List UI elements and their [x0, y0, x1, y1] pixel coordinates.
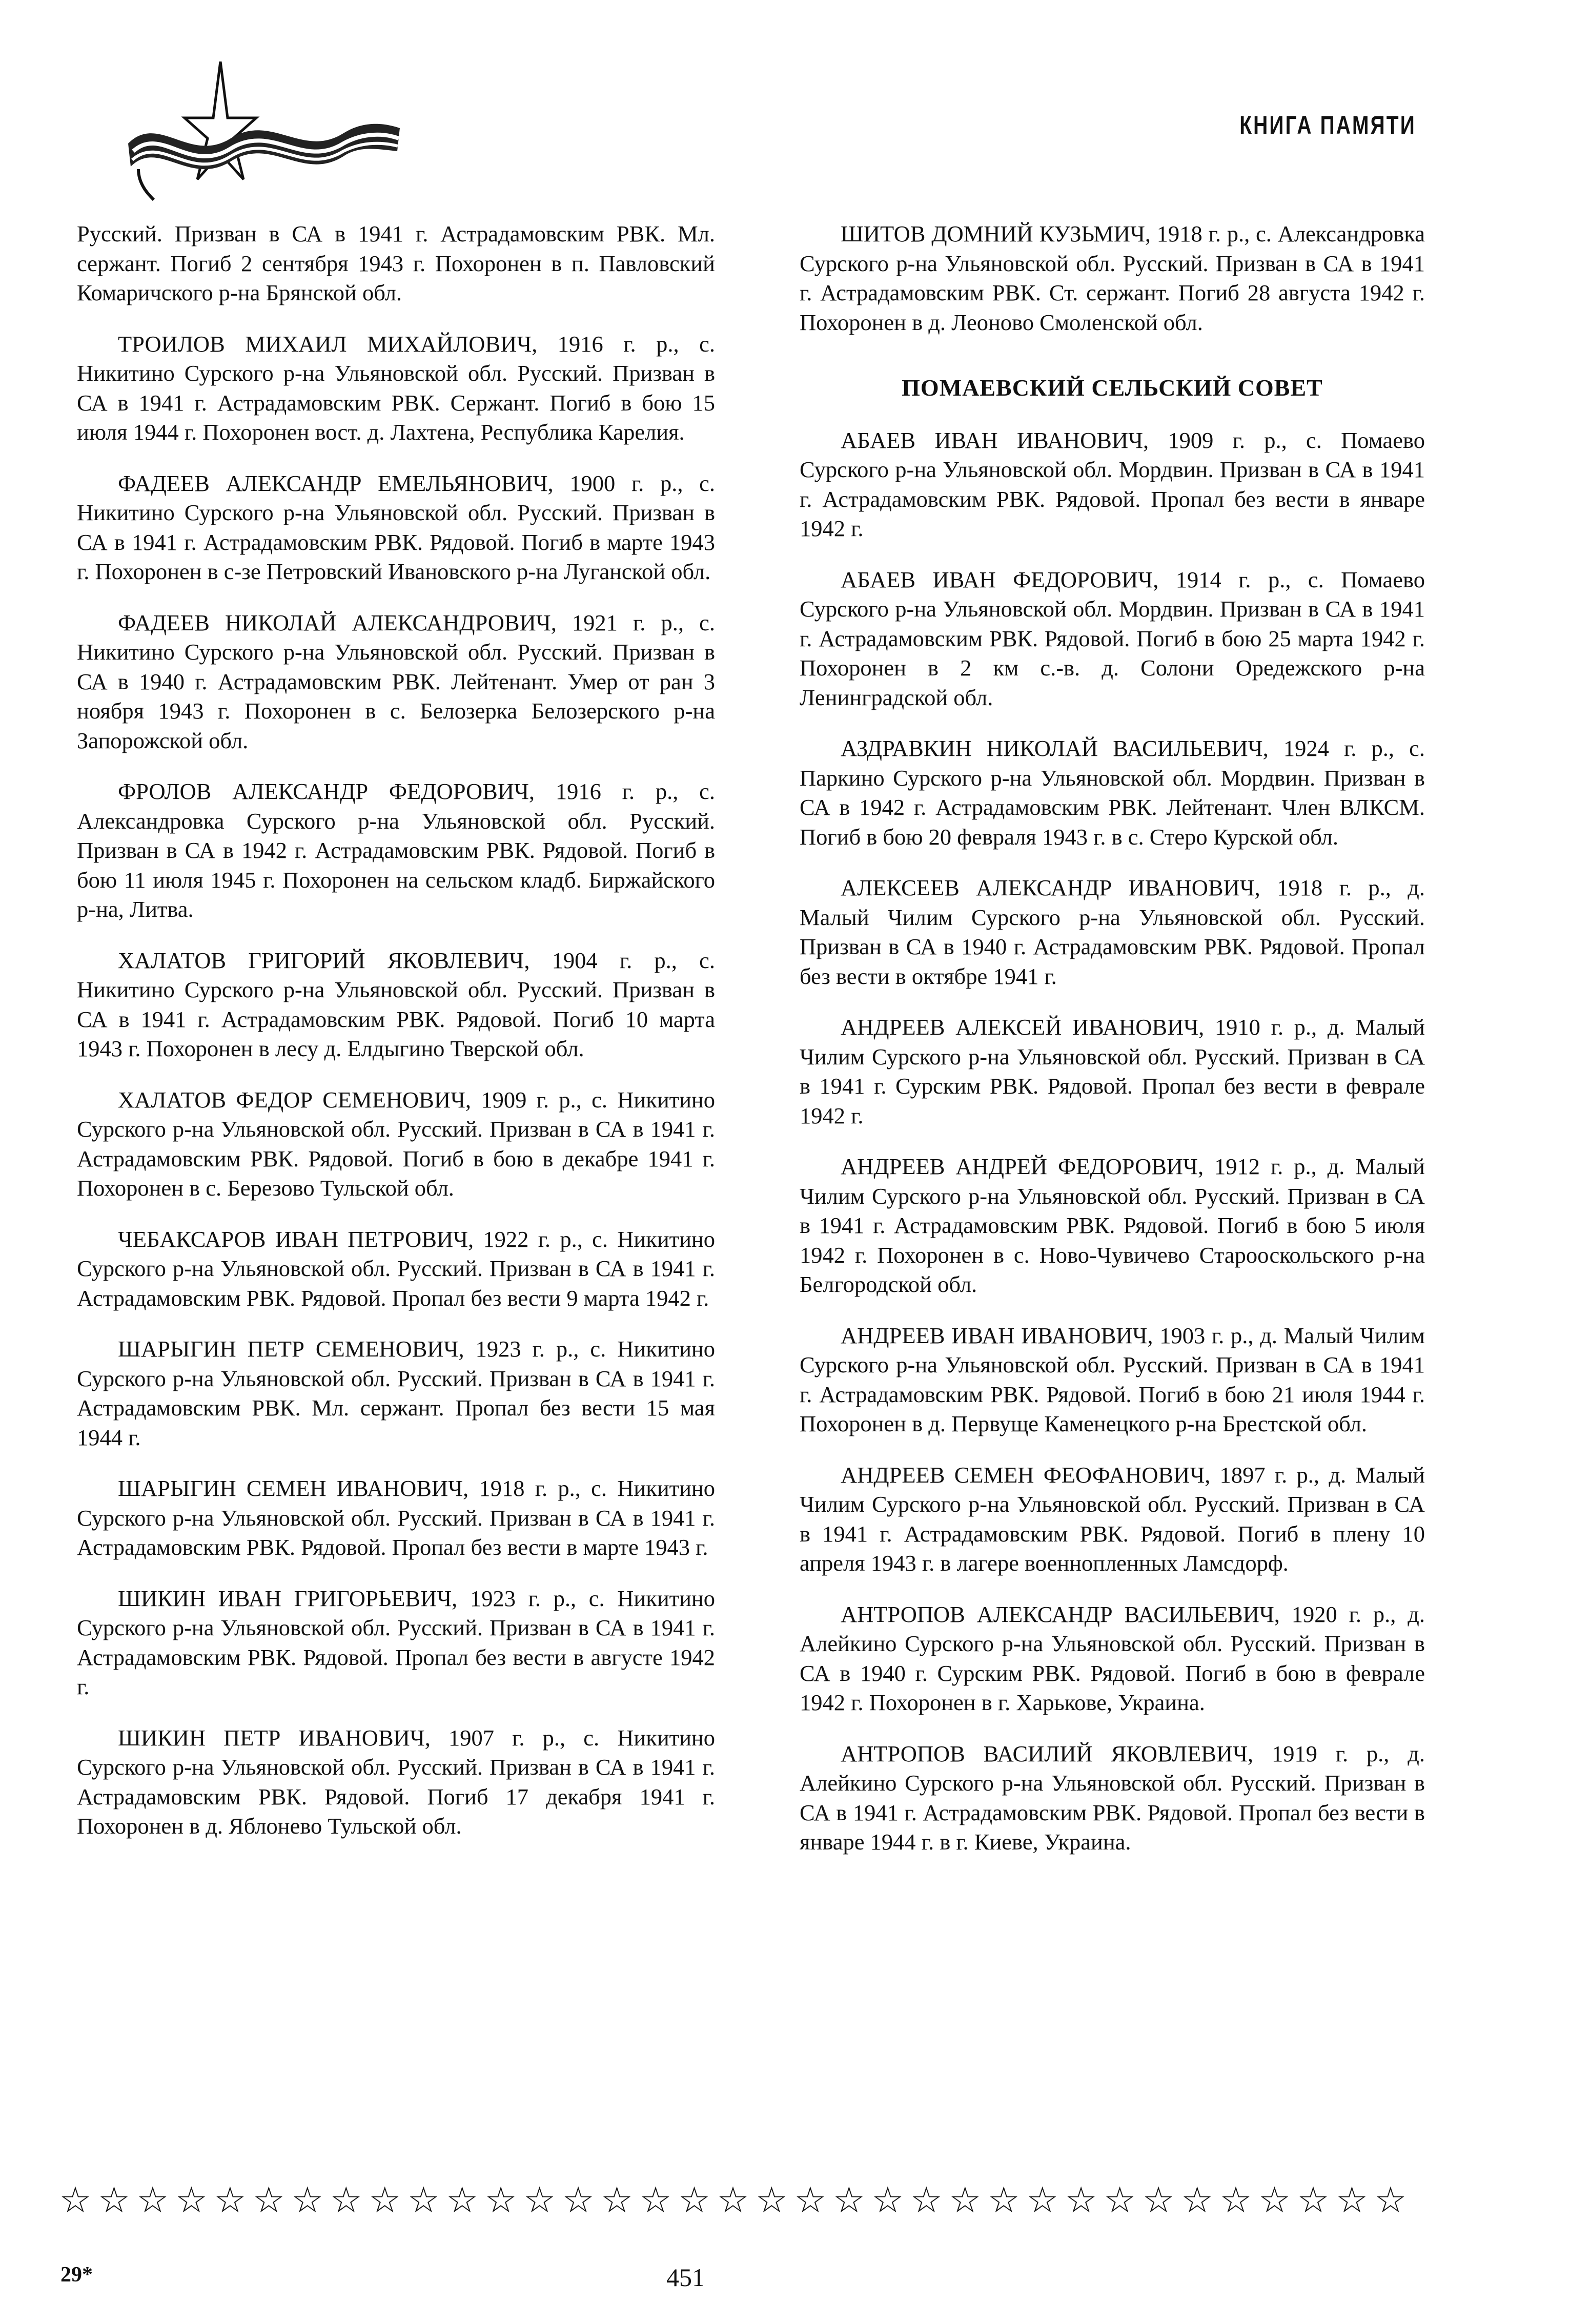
- memorial-entry: [800, 1013, 1425, 1130]
- entry-details: , 1909 г. р., с. Помаево Сурского р-на Ульяновской обл. Мордвин. Призван в СА в 1941 г. Астрадамовским РВК. Рядовой. Пропал без вести в январе 1942 г.: [800, 427, 1425, 541]
- star-icon: ☆: [871, 2181, 904, 2220]
- memorial-entry: [77, 1225, 715, 1313]
- left-column: [77, 219, 715, 1863]
- stars-divider: [59, 2183, 1407, 2219]
- entry-name: ФАДЕЕВ АЛЕКСАНДР ЕМЕЛЬЯНОВИЧ: [118, 470, 548, 496]
- entry-name: АБАЕВ ИВАН ИВАНОВИЧ: [841, 427, 1144, 453]
- entry-name: АНДРЕЕВ АНДРЕЙ ФЕДОРОВИЧ: [841, 1154, 1198, 1179]
- entry-details: , 1920 г. р., д. Алейкино Сурского р-на Ульяновской обл. Русский. Призван в СА в 1940 г. Сурским РВК. Рядовой. Погиб в бою в феврале 1942 г. Похоронен в г. Харькове, Украина.: [800, 1601, 1425, 1715]
- star-icon: ☆: [1065, 2181, 1097, 2220]
- star-icon: ☆: [1142, 2181, 1175, 2220]
- entry-name: АНТРОПОВ АЛЕКСАНДР ВАСИЛЬЕВИЧ: [841, 1601, 1274, 1627]
- star-icon: ☆: [717, 2181, 749, 2220]
- star-icon: ☆: [987, 2181, 1020, 2220]
- entry-name: АЗДРАВКИН НИКОЛАЙ ВАСИЛЬЕВИЧ: [841, 735, 1263, 761]
- entry-details: , 1909 г. р., с. Никитино Сурского р-на Ульяновской обл. Русский. Призван в СА в 1941 г. Астрадамовским РВК. Рядовой. Погиб в бою в декабре 1941 г. Похоронен в с. Березово Тульской обл.: [77, 1086, 715, 1201]
- memorial-entry: [77, 1085, 715, 1203]
- entry-name: ХАЛАТОВ ФЕДОР СЕМЕНОВИЧ: [118, 1086, 465, 1113]
- entry-name: ЧЕБАКСАРОВ ИВАН ПЕТРОВИЧ: [118, 1226, 468, 1252]
- signature-mark: 29*: [60, 2263, 93, 2287]
- memorial-entry: [800, 1461, 1425, 1578]
- star-icon: ☆: [1336, 2181, 1368, 2220]
- star-icon: ☆: [98, 2181, 130, 2220]
- entry-details: , 1922 г. р., с. Никитино Сурского р-на Ульяновской обл. Русский. Призван в СА в 1941 г. Астрадамовским РВК. Рядовой. Пропал без вести 9 марта 1942 г.: [77, 1226, 715, 1311]
- memorial-entry: [800, 734, 1425, 852]
- star-icon: ☆: [1219, 2181, 1252, 2220]
- entry-details: , 1912 г. р., д. Малый Чилим Сурского р-на Ульяновской обл. Русский. Призван в СА в 1941 г. Астрадамовским РВК. Рядовой. Погиб в бою 5 июля 1942 г. Похоронен в с. Ново-Чувичево Старооскольского р-на Белгородской обл.: [800, 1154, 1425, 1297]
- star-icon: ☆: [523, 2181, 556, 2220]
- entry-name: АБАЕВ ИВАН ФЕДОРОВИЧ: [841, 566, 1153, 592]
- entry-details: , 1903 г. р., д. Малый Чилим Сурского р-на Ульяновской обл. Русский. Призван в СА в 1941 г. Астрадамовским РВК. Рядовой. Погиб в бою 21 июля 1944 г. Похоронен в д. Первуще Каменецкого р-на Брестской обл.: [800, 1322, 1425, 1436]
- entry-name: ШАРЫГИН ПЕТР СЕМЕНОВИЧ: [118, 1336, 459, 1362]
- memorial-entry: [77, 1723, 715, 1841]
- star-icon: ☆: [1181, 2181, 1213, 2220]
- memorial-entry: [800, 1739, 1425, 1857]
- star-icon: ☆: [175, 2181, 208, 2220]
- star-icon: ☆: [484, 2181, 517, 2220]
- entry-details: , 1921 г. р., с. Никитино Сурского р-на Ульяновской обл. Русский. Призван в СА в 1940 г. Астрадамовским РВК. Лейтенант. Умер от ран 3 ноября 1943 г. Похоронен в с. Белозерка Белозерского р-на Запорожской обл.: [77, 609, 716, 753]
- memorial-entry: [77, 946, 715, 1064]
- entry-details: , 1918 г. р., с. Никитино Сурского р-на Ульяновской обл. Русский. Призван в СА в 1941 г. Астрадамовским РВК. Рядовой. Пропал без вести в марте 1943 г.: [77, 1475, 715, 1560]
- entry-details: , 1904 г. р., с. Никитино Сурского р-на Ульяновской обл. Русский. Призван в СА в 1941 г. Астрадамовским РВК. Рядовой. Погиб 10 марта 1943 г. Похоронен в лесу д. Елдыгино Тверской обл.: [77, 947, 715, 1061]
- star-icon: ☆: [214, 2181, 247, 2220]
- memorial-entry: [77, 777, 715, 924]
- memorial-entry: [800, 1321, 1425, 1439]
- memorial-entry: [800, 1600, 1425, 1718]
- entry-name: ТРОИЛОВ МИХАИЛ МИХАЙЛОВИЧ: [118, 331, 532, 357]
- memorial-entry: [77, 330, 715, 447]
- star-icon: ☆: [291, 2181, 324, 2220]
- entry-name: ФАДЕЕВ НИКОЛАЙ АЛЕКСАНДРОВИЧ: [118, 609, 551, 635]
- star-ribbon-emblem-icon: [118, 61, 405, 205]
- star-icon: ☆: [1258, 2181, 1291, 2220]
- star-icon: ☆: [756, 2181, 788, 2220]
- star-icon: ☆: [639, 2181, 672, 2220]
- star-icon: ☆: [832, 2181, 865, 2220]
- star-icon: ☆: [252, 2181, 285, 2220]
- entry-name: ШИКИН ПЕТР ИВАНОВИЧ: [118, 1724, 425, 1751]
- entry-name: ШАРЫГИН СЕМЕН ИВАНОВИЧ: [118, 1475, 463, 1501]
- star-icon: ☆: [910, 2181, 943, 2220]
- entry-name: АНТРОПОВ ВАСИЛИЙ ЯКОВЛЕВИЧ: [841, 1740, 1248, 1766]
- star-icon: ☆: [601, 2181, 633, 2220]
- entry-details: , 1914 г. р., с. Помаево Сурского р-на Ульяновской обл. Мордвин. Призван в СА в 1941 г. Астрадамовским РВК. Рядовой. Погиб в бою 25 марта 1942 г. Похоронен в 2 км с.-в. д. Солони Оредежского р-на Ленинградской обл.: [800, 566, 1425, 710]
- right-entries-list: [800, 426, 1425, 1857]
- memorial-entry: [77, 469, 715, 587]
- star-icon: ☆: [59, 2181, 92, 2220]
- entry-details: , 1923 г. р., с. Никитино Сурского р-на Ульяновской обл. Русский. Призван в СА в 1941 г. Астрадамовским РВК. Рядовой. Пропал без вести в августе 1942 г.: [77, 1585, 716, 1699]
- entry-details: , 1897 г. р., д. Малый Чилим Сурского р-на Ульяновской обл. Русский. Призван в СА в 1941 г. Астрадамовским РВК. Рядовой. Погиб в плену 10 апреля 1943 г. в лагере военнопленных Ламсдорф.: [800, 1462, 1425, 1576]
- entry-name: АНДРЕЕВ АЛЕКСЕЙ ИВАНОВИЧ: [841, 1014, 1199, 1040]
- page-number: 451: [666, 2263, 705, 2292]
- right-column: [800, 219, 1425, 1879]
- memorial-entry: [77, 608, 715, 756]
- star-icon: ☆: [136, 2181, 169, 2220]
- entry-details: , 1919 г. р., д. Алейкино Сурского р-на Ульяновской обл. Русский. Призван в СА в 1941 г. Астрадамовским РВК. Рядовой. Пропал без вести в январе 1944 г. в г. Киеве, Украина.: [800, 1740, 1425, 1855]
- entry-details: , 1923 г. р., с. Никитино Сурского р-на Ульяновской обл. Русский. Призван в СА в 1941 г. Астрадамовским РВК. Мл. сержант. Пропал без вести 15 мая 1944 г.: [77, 1336, 715, 1450]
- entry-name: ХАЛАТОВ ГРИГОРИЙ ЯКОВЛЕВИЧ: [118, 947, 524, 973]
- section-heading: ПОМАЕВСКИЙ СЕЛЬСКИЙ СОВЕТ: [902, 375, 1323, 401]
- entry-name: АНДРЕЕВ ИВАН ИВАНОВИЧ: [841, 1322, 1148, 1348]
- entry-details: , 1900 г. р., с. Никитино Сурского р-на Ульяновской обл. Русский. Призван в СА в 1941 г. Астрадамовским РВК. Рядовой. Погиб в марте 1943 г. Похоронен в с-зе Петровский Ивановского р-на Луганской обл.: [77, 470, 715, 584]
- entry-details: , 1907 г. р., с. Никитино Сурского р-на Ульяновской обл. Русский. Призван в СА в 1941 г. Астрадамовским РВК. Рядовой. Погиб 17 декабря 1941 г. Похоронен в д. Яблонево Тульской обл.: [77, 1724, 715, 1839]
- star-icon: ☆: [1297, 2181, 1330, 2220]
- star-icon: ☆: [949, 2181, 982, 2220]
- memorial-entry: [800, 1152, 1425, 1300]
- star-icon: ☆: [330, 2181, 362, 2220]
- star-icon: ☆: [678, 2181, 710, 2220]
- memorial-entry: [800, 426, 1425, 544]
- star-icon: ☆: [562, 2181, 595, 2220]
- star-icon: ☆: [369, 2181, 401, 2220]
- right-entries-before-list: [800, 219, 1425, 337]
- entry-details: , 1916 г. р., с. Никитино Сурского р-на Ульяновской обл. Русский. Призван в СА в 1941 г. Астрадамовским РВК. Сержант. Погиб в бою 15 июля 1944 г. Похоронен вост. д. Лахтена, Республика Карелия.: [77, 331, 715, 445]
- memorial-entry: [77, 1584, 715, 1702]
- entry-continuation: Русский. Призван в СА в 1941 г. Астрадамовским РВК. Мл. сержант. Погиб 2 сентября 1943 г. Похоронен в п. Павловский Комаричского р-на Брянской обл.: [77, 221, 715, 305]
- entry-name: ФРОЛОВ АЛЕКСАНДР ФЕДОРОВИЧ: [118, 778, 529, 804]
- entry-details: , 1918 г. р., с. Александровка Сурского р-на Ульяновской обл. Русский. Призван в СА в 1941 г. Астрадамовским РВК. Ст. сержант. Погиб 28 августа 1942 г. Похоронен в д. Леоново Смоленской обл.: [800, 221, 1425, 335]
- memorial-entry: [800, 565, 1425, 713]
- memorial-entry: [800, 873, 1425, 991]
- star-icon: ☆: [446, 2181, 479, 2220]
- star-icon: ☆: [1026, 2181, 1059, 2220]
- star-icon: ☆: [1104, 2181, 1136, 2220]
- entry-details: , 1916 г. р., с. Александровка Сурского р-на Ульяновской обл. Русский. Призван в СА в 1942 г. Астрадамовским РВК. Рядовой. Погиб в бою 11 июля 1945 г. Похоронен на сельском кладб. Биржайского р-на, Литва.: [77, 778, 716, 922]
- star-icon: ☆: [1374, 2181, 1407, 2220]
- star-icon: ☆: [794, 2181, 827, 2220]
- memorial-entry: [800, 219, 1425, 337]
- entry-details: , 1910 г. р., д. Малый Чилим Сурского р-на Ульяновской обл. Русский. Призван в СА в 1941 г. Сурским РВК. Рядовой. Пропал без вести в феврале 1942 г.: [800, 1014, 1425, 1128]
- memorial-entry: [77, 1474, 715, 1562]
- entry-details: , 1924 г. р., с. Паркино Сурского р-на Ульяновской обл. Мордвин. Призван в СА в 1942 г. Астрадамовским РВК. Лейтенант. Член ВЛКСМ. Погиб в бою 20 февраля 1943 г. в с. Стеро Курской обл.: [800, 735, 1425, 850]
- entry-details: , 1918 г. р., д. Малый Чилим Сурского р-на Ульяновской обл. Русский. Призван в СА в 1940 г. Астрадамовским РВК. Рядовой. Пропал без вести в октябре 1941 г.: [800, 875, 1425, 989]
- entry-name: ШИТОВ ДОМНИЙ КУЗЬМИЧ: [841, 221, 1145, 246]
- entry-name: АНДРЕЕВ СЕМЕН ФЕОФАНОВИЧ: [841, 1462, 1205, 1488]
- left-entries-list: [77, 330, 715, 1841]
- memorial-entry: [77, 1334, 715, 1452]
- star-icon: ☆: [407, 2181, 440, 2220]
- running-head: КНИГА ПАМЯТИ: [1239, 111, 1416, 139]
- entry-name: АЛЕКСЕЕВ АЛЕКСАНДР ИВАНОВИЧ: [841, 875, 1255, 900]
- entry-name: ШИКИН ИВАН ГРИГОРЬЕВИЧ: [118, 1585, 452, 1611]
